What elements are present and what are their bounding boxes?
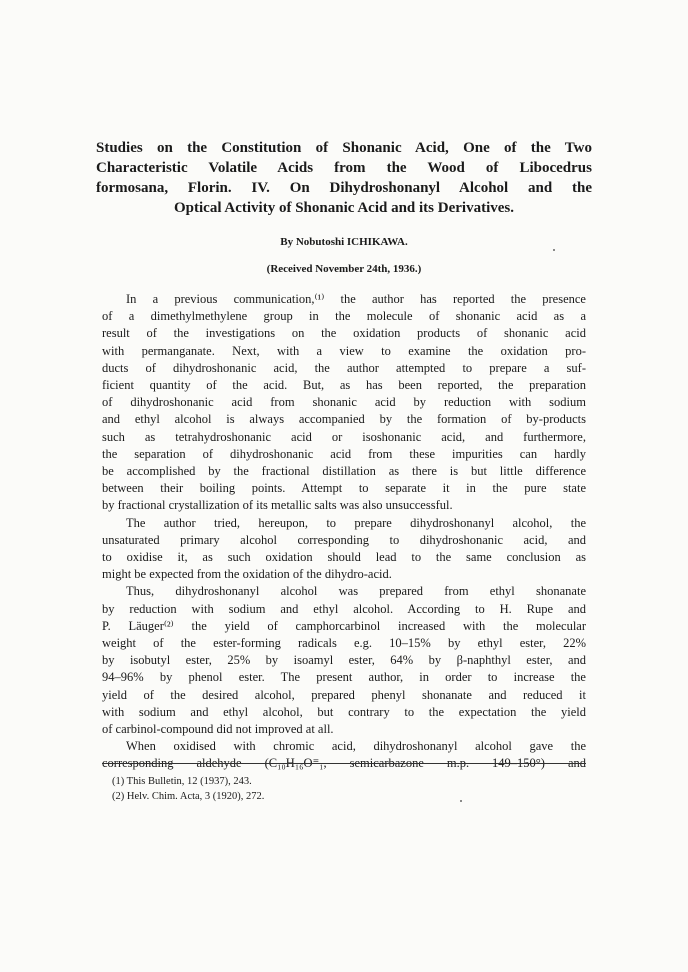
- body-line: unsaturated primary alcohol corresponding to dihydroshonanic acid, and: [102, 532, 586, 547]
- title-line-3: formosana, Florin. IV. On Dihydroshonanyl Alcohol and the: [96, 180, 592, 196]
- title-line-1: Studies on the Constitution of Shonanic Acid, One of the Two: [96, 140, 592, 156]
- body-line: weight of the ester-forming radicals e.g. 10–15% by ethyl ester, 22%: [102, 636, 586, 651]
- body-line: In a previous communication,⁽¹⁾ the author has reported the presence: [126, 292, 586, 306]
- body-line: of dihydroshonanic acid from shonanic acid by reduction with sodium: [102, 395, 586, 410]
- body-line: of carbinol-compound did not improved at all.: [102, 722, 334, 737]
- speck-mark: [553, 249, 555, 251]
- footnote-2: (2) Helv. Chim. Acta, 3 (1920), 272.: [112, 791, 265, 802]
- title-line-2: Characteristic Volatile Acids from the Wood of Libocedrus: [96, 160, 592, 176]
- body-line: might be expected from the oxidation of the dihydro-acid.: [102, 567, 392, 582]
- body-line: such as tetrahydroshonanic acid or isoshonanic acid, and furthermore,: [102, 429, 586, 444]
- body-line: by isobutyl ester, 25% by isoamyl ester, 64% by β-naphthyl ester, and: [102, 653, 586, 668]
- body-line: by reduction with sodium and ethyl alcohol. According to H. Rupe and: [102, 601, 586, 616]
- body-line: the separation of dihydroshonanic acid from these impurities can hardly: [102, 446, 586, 461]
- body-line: with sodium and ethyl alcohol, but contrary to the expectation the yield: [102, 704, 586, 719]
- body-line: be accomplished by the fractional distillation as there is but little difference: [102, 464, 586, 479]
- body-line: of a dimethylmethylene group in the molecule of shonanic acid as a: [102, 309, 586, 324]
- received-date: (Received November 24th, 1936.): [266, 263, 422, 275]
- body-line: When oxidised with chromic acid, dihydroshonanyl alcohol gave the: [126, 739, 586, 754]
- body-line: 94–96% by phenol ester. The present author, in order to increase the: [102, 670, 586, 685]
- body-line: result of the investigations on the oxidation products of shonanic acid: [102, 326, 586, 341]
- title-line-4: Optical Activity of Shonanic Acid and its Derivatives.: [173, 200, 514, 216]
- body-line: with permanganate. Next, with a view to examine the oxidation pro-: [102, 343, 586, 358]
- body-line: The author tried, hereupon, to prepare dihydroshonanyl alcohol, the: [126, 515, 586, 530]
- body-line: yield of the desired alcohol, prepared phenyl shonanate and reduced it: [102, 687, 586, 702]
- body-line: by fractional crystallization of its metallic salts was also unsuccessful.: [102, 498, 453, 513]
- body-line: between their boiling points. Attempt to separate it in the pure state: [102, 481, 586, 496]
- body-line: to oxidise it, as such oxidation should lead to the same conclusion as: [102, 550, 586, 565]
- body-line: corresponding aldehyde (C₁₀H₁₆O⁼₁, semicarbazone m.p. 149–150°) and: [102, 756, 586, 771]
- footnote-1: (1) This Bulletin, 12 (1937), 243.: [112, 776, 252, 787]
- body-line: P. Läuger⁽²⁾ the yield of camphorcarbinol increased with the molecular: [102, 618, 586, 633]
- footnote-rule: [102, 763, 586, 764]
- body-line: ficient quantity of the acid. But, as has been reported, the preparation: [102, 378, 586, 393]
- author-byline: By Nobutoshi ICHIKAWA.: [280, 236, 408, 248]
- body-line: and ethyl alcohol is always accompanied by the formation of by-products: [102, 412, 586, 427]
- article-body: [102, 291, 586, 773]
- article-title: [96, 138, 592, 218]
- speck-mark: [460, 800, 462, 802]
- body-line: ducts of dihydroshonanic acid, the author attempted to prepare a suf-: [102, 360, 586, 375]
- body-line: Thus, dihydroshonanyl alcohol was prepared from ethyl shonanate: [126, 584, 586, 599]
